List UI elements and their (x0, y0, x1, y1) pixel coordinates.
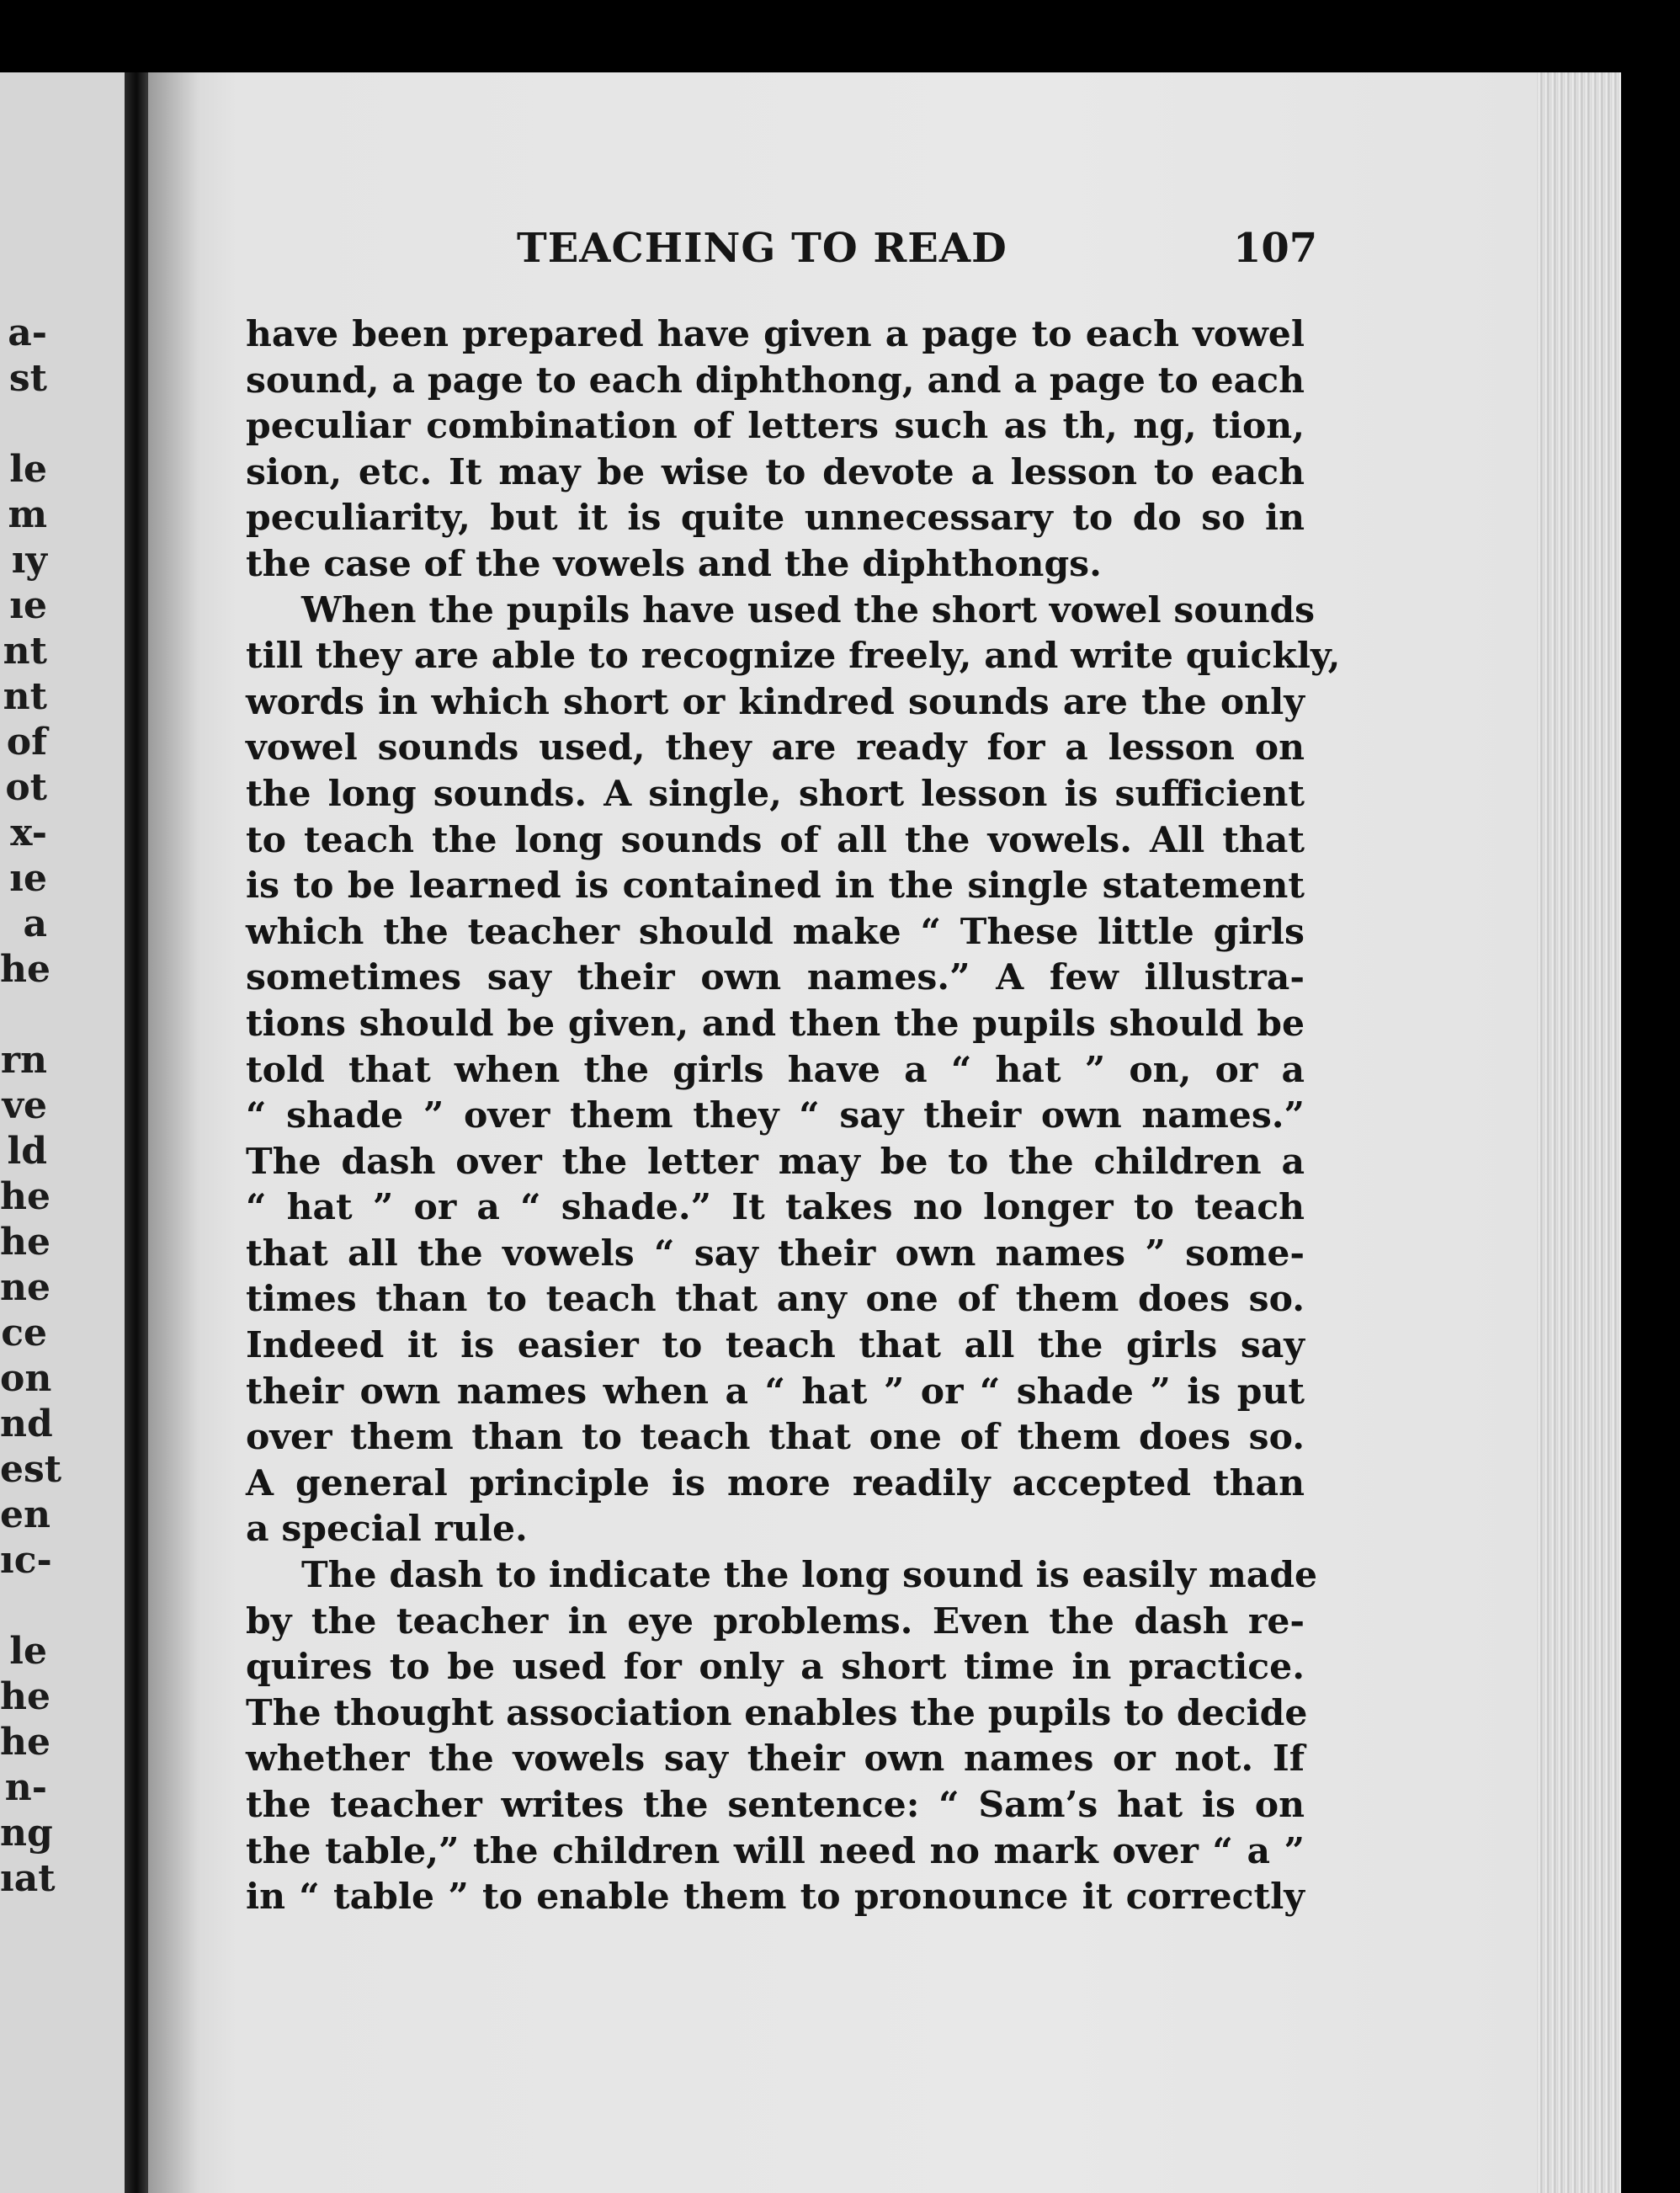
left-page-fragment: nt (3, 630, 47, 673)
left-page-fragment: on (0, 1357, 52, 1400)
text-line: “ hat ” or a “ shade.” It takes no longer to teach (246, 1186, 1305, 1229)
left-page-fragment: ot (5, 766, 47, 809)
text-line: sound, a page to each diphthong, and a page to each (246, 359, 1305, 402)
text-line: whether the vowels say their own names or not. If (246, 1738, 1305, 1780)
left-page-fragment: m (8, 493, 47, 536)
text-line: tions should be given, and then the pupils should be (246, 1002, 1305, 1045)
left-page-fragment: ve (2, 1084, 47, 1127)
text-line: When the pupils have used the short vowel sounds (301, 588, 1316, 631)
left-page-fragment: ld (7, 1130, 47, 1173)
text-line: which the teacher should make “ These little girls (246, 910, 1305, 953)
text-line: that all the vowels “ say their own names ” some- (246, 1232, 1305, 1275)
text-line: vowel sounds used, they are ready for a lesson on (246, 727, 1305, 769)
text-line: in “ table ” to enable them to pronounce it correctly (246, 1876, 1305, 1919)
text-line: is to be learned is contained in the single statement (246, 865, 1305, 908)
book-gutter (125, 72, 148, 2193)
left-page-fragment: rn (0, 1039, 47, 1082)
text-line: over them than to teach that one of them does so. (246, 1416, 1305, 1459)
left-page-fragment: n- (4, 1766, 47, 1809)
left-page-fragment (0, 993, 51, 1038)
left-page-fragment: he (0, 1675, 51, 1718)
left-page-fragment (0, 1584, 51, 1629)
left-page-fragment: en (0, 1493, 51, 1536)
text-line: have been prepared have given a page to each vowel (246, 313, 1305, 355)
left-page-fragment (0, 402, 51, 447)
left-page-fragment: ıe (9, 857, 47, 900)
page-edges (1537, 72, 1621, 2193)
text-line: told that when the girls have a “ hat ” on, or a (246, 1048, 1305, 1091)
text-line: peculiarity, but it is quite unnecessary to do so in (246, 497, 1305, 540)
page-number: 107 (1233, 225, 1318, 272)
text-line: Indeed it is easier to teach that all the girls say (246, 1324, 1305, 1367)
left-page-fragment: x- (10, 812, 47, 854)
left-page-fragment: he (0, 1221, 51, 1264)
left-page-fragment: a (23, 902, 47, 945)
text-line: times than to teach that any one of them does so. (246, 1278, 1305, 1321)
text-line: by the teacher in eye problems. Even the dash re- (246, 1600, 1305, 1642)
text-line: The dash over the letter may be to the children a (246, 1140, 1305, 1183)
body-text (246, 311, 1341, 1920)
left-page-fragment: a- (8, 311, 47, 354)
text-line: till they are able to recognize freely, and write quickly, (246, 635, 1341, 678)
left-page-fragment: he (0, 1175, 51, 1218)
left-page-fragment: ıy (11, 539, 47, 582)
text-line: to teach the long sounds of all the vowels. All that (246, 818, 1305, 861)
left-page-fragment: ne (0, 1266, 51, 1309)
text-line: sometimes say their own names.” A few illustra- (246, 956, 1305, 999)
text-line: peculiar combination of letters such as th, ng, tion, (246, 405, 1305, 448)
text-line: a special rule. (246, 1508, 528, 1551)
text-line: sion, etc. It may be wise to devote a lesson to each (246, 450, 1305, 493)
left-page-fragment: ce (1, 1312, 47, 1355)
left-page-fragment: nt (3, 675, 47, 718)
text-line: The thought association enables the pupils to decide (246, 1691, 1308, 1734)
text-line: “ shade ” over them they “ say their own names.” (246, 1094, 1305, 1137)
text-line: words in which short or kindred sounds are the only (246, 680, 1305, 723)
left-page-fragment: ng (0, 1812, 53, 1855)
text-line: the long sounds. A single, short lesson is sufficient (246, 772, 1305, 815)
left-facing-page (0, 72, 125, 2193)
text-line: the teacher writes the sentence: “ Sam’s hat is on (246, 1784, 1305, 1826)
left-page-fragment: le (9, 1630, 47, 1673)
left-page-fragment: he (0, 948, 51, 991)
text-line: A general principle is more readily accepted than (246, 1461, 1305, 1504)
left-page-fragment: ıe (9, 584, 47, 627)
text-line: the case of the vowels and the diphthongs. (246, 542, 1102, 585)
left-page-fragment: st (8, 357, 47, 400)
fold-shadow (148, 72, 199, 2193)
left-page-fragment: nd (0, 1403, 53, 1445)
left-page-fragment: ıc- (0, 1539, 52, 1582)
running-head: TEACHING TO READ (517, 225, 1007, 272)
text-line: quires to be used for only a short time in practice. (246, 1646, 1305, 1689)
text-line: the table,” the children will need no mark over “ a ” (246, 1829, 1305, 1872)
left-page-fragment: ıat (0, 1857, 56, 1900)
left-page-fragment: est (0, 1448, 62, 1491)
left-page-fragment: le (9, 448, 47, 491)
text-line: The dash to indicate the long sound is easily made (301, 1554, 1318, 1597)
left-page-fragment: of (6, 721, 47, 764)
left-page-fragment: he (0, 1721, 51, 1764)
left-page-text-fragments (0, 311, 62, 1902)
text-line: their own names when a “ hat ” or “ shade ” is put (246, 1370, 1305, 1413)
